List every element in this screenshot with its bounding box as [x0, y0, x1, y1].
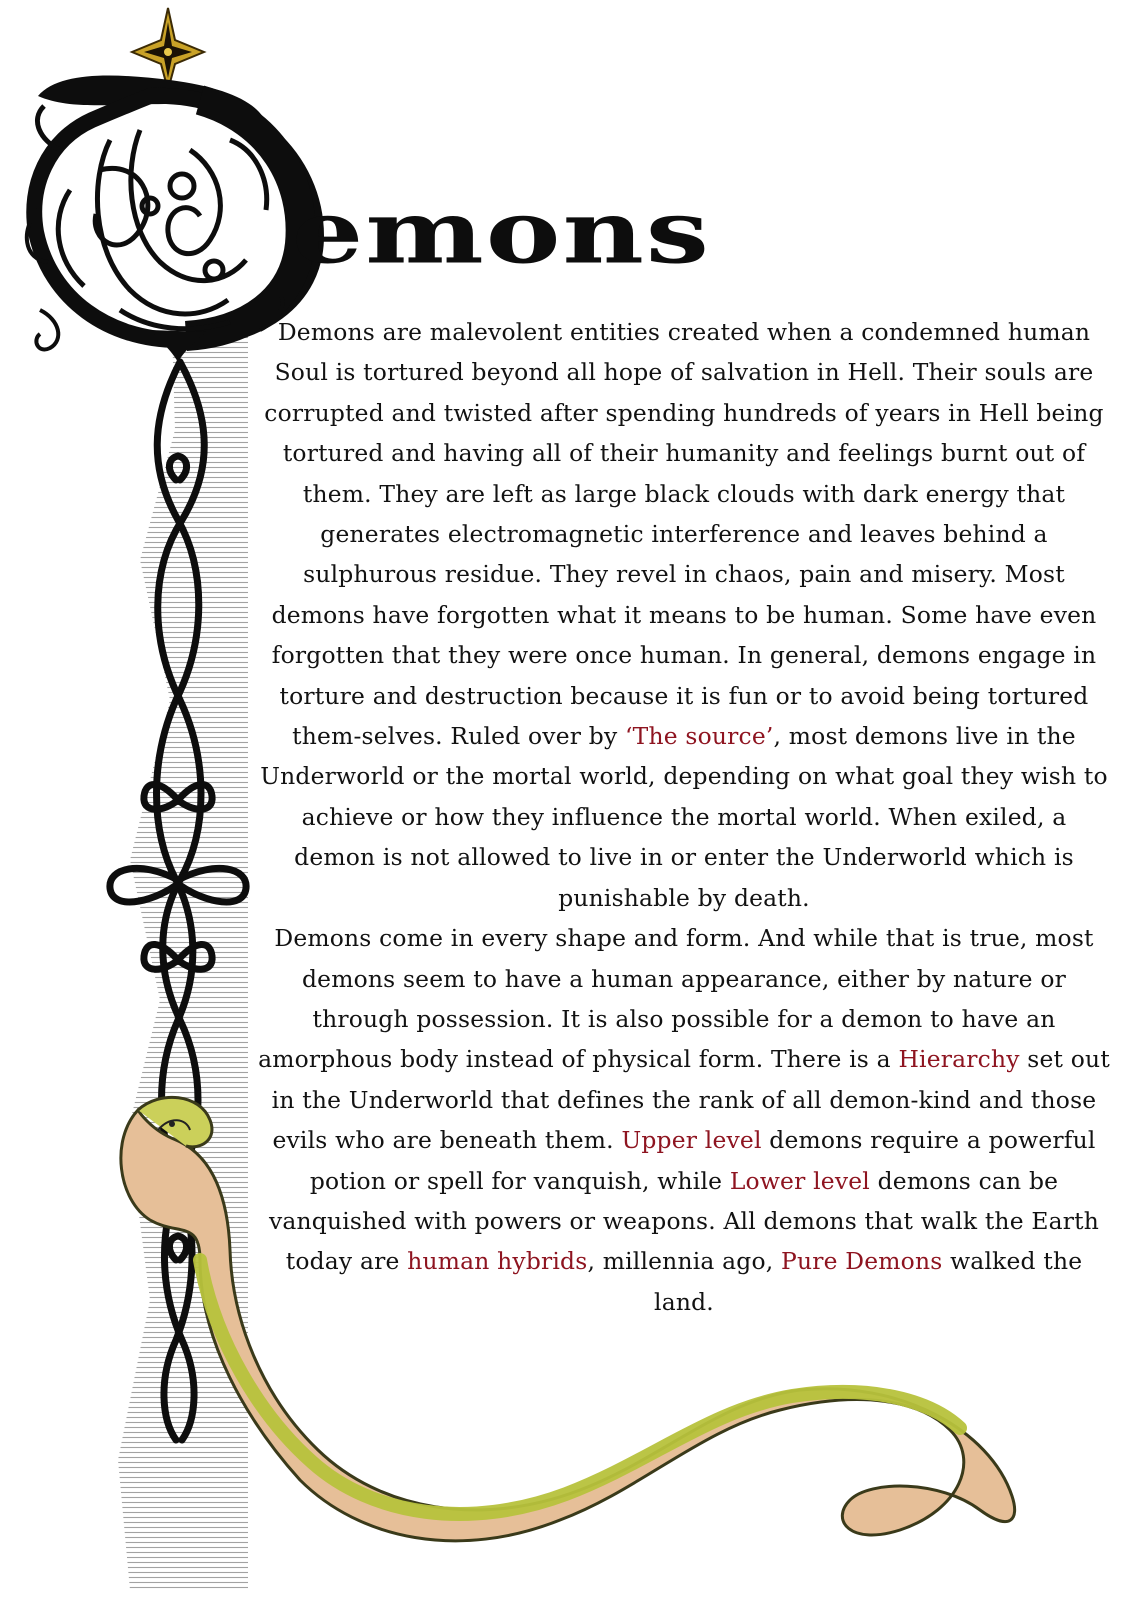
p2-text-a: Demons come in every shape and form. And while that is true, most demons seem to have a human appearance, either by nature or through possession. It is also possible for a demon to have an amorphous body instead of physical form. There is a — [258, 924, 1094, 1074]
page-title-block — [292, 178, 772, 288]
link-hierarchy[interactable]: Hierarchy — [898, 1045, 1020, 1074]
page-title: emons — [292, 181, 711, 284]
p2-text-f: walked the land. — [654, 1247, 1083, 1316]
link-human-hybrids[interactable]: human hybrids — [407, 1247, 588, 1276]
link-lower-level[interactable]: Lower level — [729, 1166, 870, 1195]
paragraph-2 — [258, 918, 1110, 1322]
p2-text-e: , millennia ago, — [587, 1247, 782, 1276]
link-upper-level[interactable]: Upper level — [621, 1126, 762, 1155]
link-pure-demons[interactable]: Pure Demons — [781, 1247, 943, 1276]
p2-text-c: demons require a powerful potion or spell for vanquish, while — [309, 1126, 1096, 1195]
link-the-source[interactable]: ‘The source’ — [625, 722, 774, 751]
paragraph-1 — [258, 312, 1110, 918]
body-text — [258, 312, 1110, 1322]
p1-text-a: Demons are malevolent entities created when a condemned human Soul is tortured beyond all hope of salvation in Hell. Their souls are corrupted and twisted after spending hundreds of years in Hell being tortured and having all of their humanity and feelings burnt out of them. They are left as large black clouds with dark energy that generates electromagnetic interference and leaves behind a sulphurous residue. They revel in chaos, pain and misery. Most demons have forgotten what it means to be human. Some have even forgotten that they were once human. In general, demons engage in torture and destruction because it is fun or to avoid being tortured them-selves. Ruled over by — [264, 318, 1104, 751]
p1-text-b: , most demons live in the Underworld or the mortal world, depending on what goal they wish to achieve or how they influence the mortal world. When exiled, a demon is not allowed to live in or enter the Underworld which is punishable by death. — [260, 722, 1108, 912]
p2-text-b: set out in the Underworld that defines the rank of all demon-kind and those evils who are beneath them. — [271, 1045, 1110, 1155]
p2-text-d: demons can be vanquished with powers or weapons. All demons that walk the Earth today are — [268, 1166, 1100, 1276]
